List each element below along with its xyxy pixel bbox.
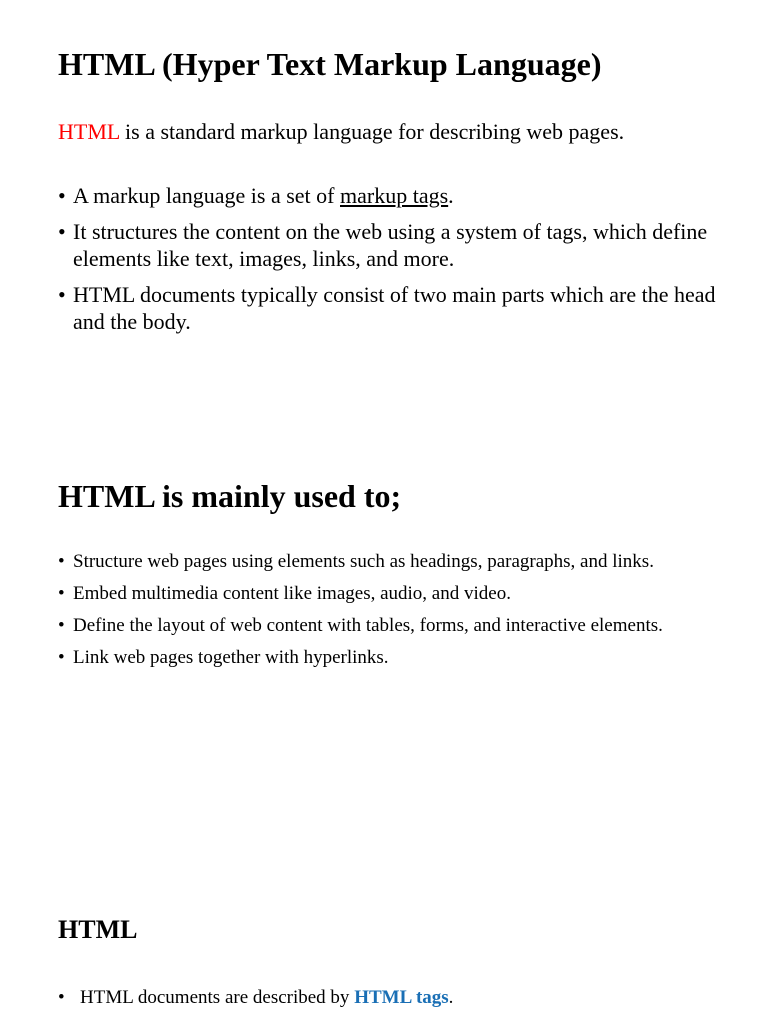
bullet-text: Embed multimedia content like images, audio, and video. [73,583,511,604]
section-heading-html: HTML [58,915,138,944]
bullet-text: It structures the content on the web using a system of tags, which define elements like text, images, links, and more. [73,219,708,271]
bullet-icon: • [58,987,65,1008]
bullet-text-end: . [448,987,454,1008]
bullet-icon: • [58,282,66,307]
bullet-text-end: . [448,183,454,208]
bullet-icon: • [58,583,65,604]
html-bullet-list [58,986,718,1010]
page-title: HTML (Hyper Text Markup Language) [58,46,602,82]
list-item [58,986,718,1010]
bullet-text: Define the layout of web content with tables, forms, and interactive elements. [73,615,663,636]
bullet-icon: • [58,615,65,636]
list-item [58,614,718,638]
bullet-text: A markup language is a set of [73,183,340,208]
list-item [58,582,718,606]
bullet-icon: • [58,551,65,572]
intro-bullet-list [58,182,718,344]
intro-text: is a standard markup language for describing web pages. [119,119,625,144]
intro-paragraph [58,118,698,145]
bullet-text: Link web pages together with hyperlinks. [73,647,389,668]
list-item [58,182,718,209]
list-item [58,218,718,272]
section-heading-uses: HTML is mainly used to; [58,478,402,514]
html-highlight: HTML [58,119,120,144]
list-item [58,550,718,574]
bullet-text: HTML documents typically consist of two main parts which are the head and the body. [73,282,716,334]
markup-tags-link[interactable]: markup tags [340,183,449,208]
bullet-icon: • [58,647,65,668]
list-item [58,646,718,670]
html-tags-link[interactable]: HTML tags [354,987,449,1008]
uses-bullet-list [58,550,718,678]
bullet-icon: • [58,219,66,244]
bullet-text: HTML documents are described by [80,987,355,1008]
bullet-icon: • [58,183,66,208]
list-item [58,281,718,335]
bullet-text: Structure web pages using elements such as headings, paragraphs, and links. [73,551,654,572]
